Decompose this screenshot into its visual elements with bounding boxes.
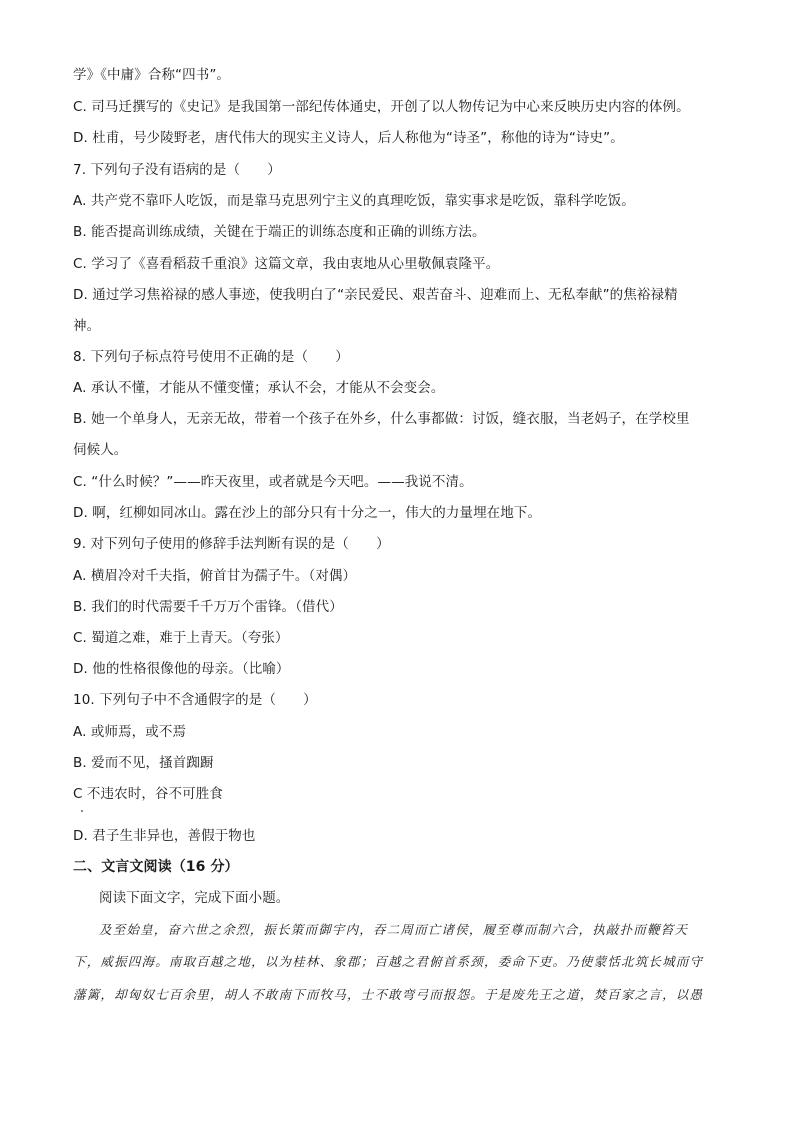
question-10: 10. 下列句子中不含通假字的是（ ） [73, 692, 317, 708]
question-7-option-b: B. 能否提高训练成绩，关键在于端正的训练态度和正确的训练方法。 [73, 224, 486, 240]
question-7-option-a: A. 共产党不靠吓人吃饭，而是靠马克思列宁主义的真理吃饭，靠实事求是吃饭，靠科学吃饭。 [73, 193, 635, 209]
question-7-option-d: D. 通过学习焦裕禄的感人事迹，使我明白了“亲民爱民、艰苦奋斗、迎难而上、无私奉献”的焦裕禄精 [73, 287, 678, 303]
question-10-option-b: B. 爱而不见，搔首踟蹰 [73, 755, 214, 771]
question-9-option-a: A. 横眉冷对千夫指，俯首甘为孺子牛。（对偶） [73, 568, 357, 584]
question-8-option-d: D. 啊，红柳如同冰山。露在沙上的部分只有十分之一，伟大的力量埋在地下。 [73, 505, 542, 521]
question-7: 7. 下列句子没有语病的是（ ） [73, 162, 281, 178]
question-9: 9. 对下列句子使用的修辞手法判断有误的是（ ） [73, 536, 390, 552]
question-8-option-c: C. “什么时候？”——昨天夜里，或者就是今天吧。——我说不清。 [73, 474, 473, 490]
question-8-option-b-cont: 伺候人。 [73, 442, 128, 458]
question-9-option-c: C. 蜀道之难，难于上青天。（夸张） [73, 630, 289, 646]
question-10-option-c: C 不违农时，谷不可胜食 [73, 786, 223, 802]
question-8-option-a: A. 承认不懂，才能从不懂变懂；承认不会，才能从不会变会。 [73, 380, 445, 396]
passage-line: 及至始皇，奋六世之余烈，振长策而御宇内，吞二周而亡诸侯，履至尊而制六合，执敲扑而鞭笞天 [99, 922, 689, 937]
question-10-option-a: A. 或师焉，或不焉 [73, 724, 187, 740]
question-7-option-c: C. 学习了《喜看稻菽千重浪》这篇文章，我由衷地从心里敬佩袁隆平。 [73, 256, 500, 272]
question-8-option-b: B. 她一个单身人，无亲无故，带着一个孩子在外乡，什么事都做：讨饭，缝衣服，当老妈子，在学校里 [73, 411, 690, 427]
section-heading: 二、文言文阅读（16 分） [73, 859, 239, 875]
option-d-line: D. 杜甫，号少陵野老，唐代伟大的现实主义诗人，后人称他为“诗圣”，称他的诗为“诗史”。 [73, 130, 624, 146]
passage-line: 下，威振四海。南取百越之地，以为桂林、象郡；百越之君俯首系颈，委命下吏。乃使蒙恬北筑长城而守 [73, 954, 704, 969]
question-10-option-d: D. 君子生非异也，善假于物也 [73, 828, 256, 844]
passage-line: 藩篱，却匈奴七百余里，胡人不敢南下而牧马，士不敢弯弓而报怨。于是废先王之道，焚百家之言，以愚 [73, 987, 704, 1002]
question-7-option-d-cont: 神。 [73, 318, 101, 334]
question-9-option-d: D. 他的性格很像他的母亲。（比喻） [73, 661, 290, 677]
text-line: 学》《中庸》合称“四书”。 [73, 67, 231, 83]
question-8: 8. 下列句子标点符号使用不正确的是（ ） [73, 349, 349, 365]
stray-mark [81, 810, 83, 812]
option-c-line: C. 司马迁撰写的《史记》是我国第一部纪传体通史，开创了以人物传记为中心来反映历史内容的体例。 [73, 99, 690, 115]
question-9-option-b: B. 我们的时代需要千千万万个雷锋。（借代） [73, 599, 343, 615]
reading-instruction: 阅读下面文字，完成下面小题。 [99, 890, 290, 906]
